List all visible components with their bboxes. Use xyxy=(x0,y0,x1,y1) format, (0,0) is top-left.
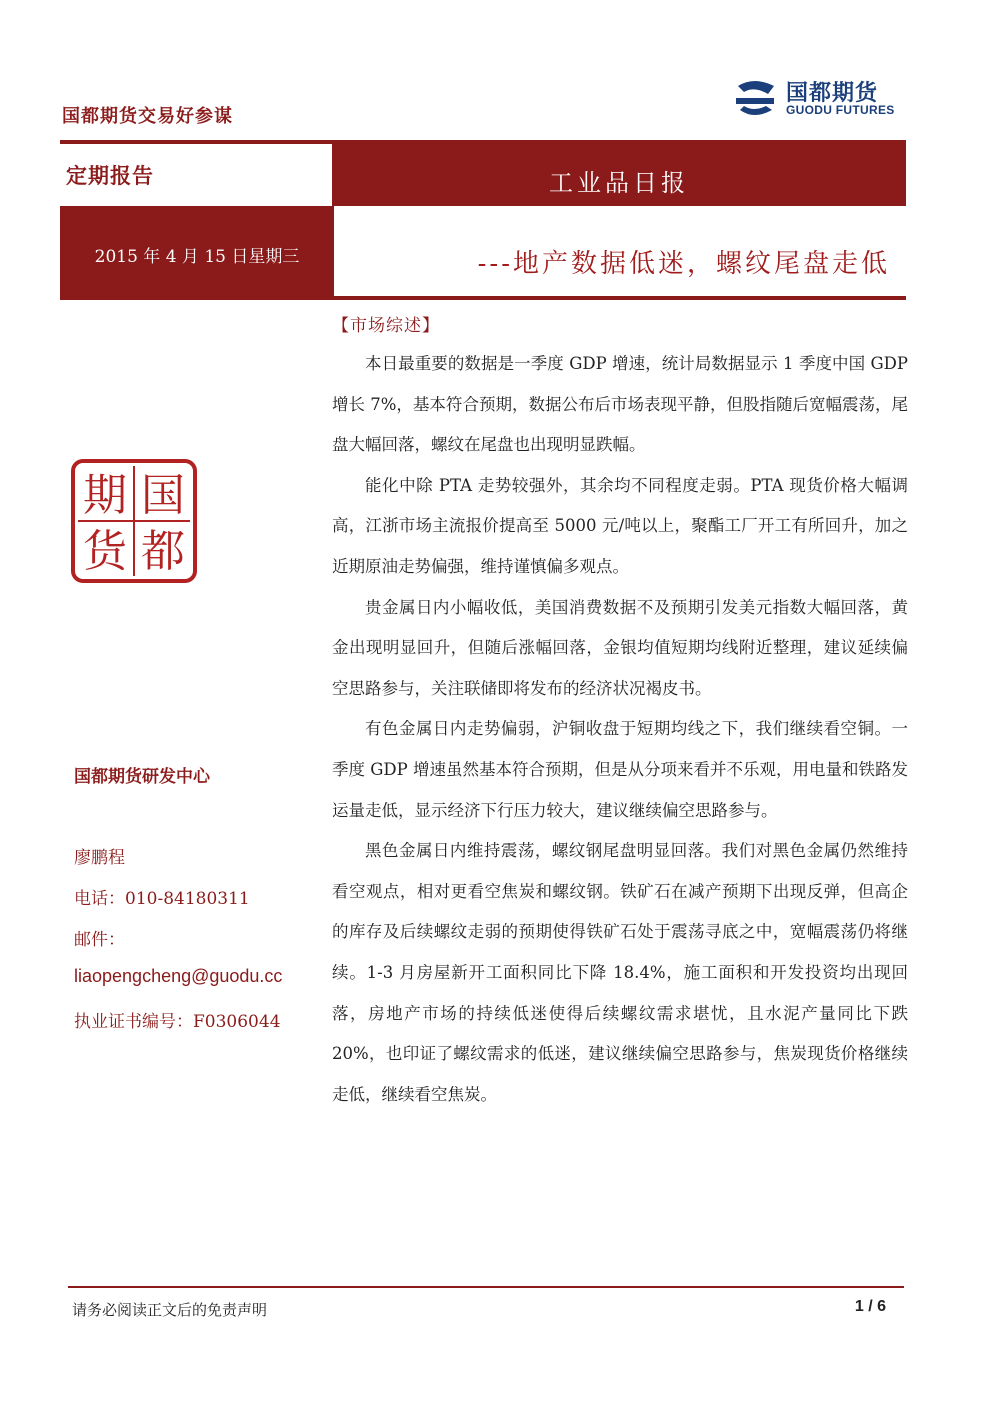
analyst-phone: 电话：010-84180311 xyxy=(74,889,250,909)
report-title: 工业品日报 xyxy=(549,169,689,197)
paragraph: 能化中除 PTA 走势较强外，其余均不同程度走弱。PTA 现货价格大幅调高，江浙市场主流报价提高至 5000 元/吨以上，聚酯工厂开工有所回升，加之近期原油走势偏强，维持谨慎偏多观点。 xyxy=(332,475,908,576)
footer-disclaimer: 请务必阅读正文后的免责声明 xyxy=(72,1301,268,1319)
svg-text:货: 货 xyxy=(83,526,127,577)
research-center: 国都期货研发中心 xyxy=(74,767,210,787)
report-date: 2015 年 4 月 15 日星期三 xyxy=(94,247,300,267)
paragraph: 黑色金属日内维持震荡，螺纹钢尾盘明显回落。我们对黑色金属仍然维持看空观点，相对更看空焦炭和螺纹钢。铁矿石在减产预期下出现反弹，但高企的库存及后续螺纹走弱的预期使得铁矿石处于震荡寻底之中，宽幅震荡仍将继续。1-3 月房屋新开工面积同比下降 18.4%，施工面积和开发投资均出现回落，房地产市场的持续低迷使得后续螺纹需求堪忧，且水泥产量同比下跌 20%，也印证了螺纹需求的低迷，建议继续偏空思路参与，焦炭现货价格继续走低，继续看空焦炭。 xyxy=(332,841,908,1104)
svg-text:期: 期 xyxy=(83,470,127,521)
email-label: 邮件： xyxy=(74,930,125,950)
page-number: 1 / 6 xyxy=(854,1298,886,1315)
analyst-email[interactable]: liaopengcheng@guodu.cc xyxy=(74,966,283,986)
logo-chinese-name: 国都期货 xyxy=(786,81,879,106)
svg-text:都: 都 xyxy=(141,526,185,577)
slogan: 国都期货交易好参谋 xyxy=(62,106,233,127)
report-body xyxy=(332,344,908,1115)
report-headline: ---地产数据低迷，螺纹尾盘走低 xyxy=(477,249,890,279)
paragraph: 有色金属日内走势偏弱，沪铜收盘于短期均线之下，我们继续看空铜。一季度 GDP 增速虽然基本符合预期，但是从分项来看并不乐观，用电量和铁路发运量走低，显示经济下行压力较大，建议继续偏空思路参与。 xyxy=(332,719,909,820)
paragraph: 本日最重要的数据是一季度 GDP 增速，统计局数据显示 1 季度中国 GDP 增长 7%，基本符合预期，数据公布后市场表现平静，但股指随后宽幅震荡，尾盘大幅回落，螺纹在尾盘也出现明显跌幅。 xyxy=(332,354,908,455)
band-bottom-rule xyxy=(60,296,906,300)
svg-text:国: 国 xyxy=(141,470,185,521)
section-title: 【市场综述】 xyxy=(332,316,440,336)
footer-rule xyxy=(68,1286,904,1288)
analyst-name: 廖鹏程 xyxy=(74,848,125,868)
report-type: 定期报告 xyxy=(66,164,154,188)
certificate-number: 执业证书编号：F0306044 xyxy=(74,1012,281,1032)
logo-english-name: GUODU FUTURES xyxy=(786,103,895,117)
company-seal-icon xyxy=(70,458,198,584)
paragraph: 贵金属日内小幅收低，美国消费数据不及预期引发美元指数大幅回落，黄金出现明显回升，但随后涨幅回落，金银均值短期均线附近整理，建议延续偏空思路参与，关注联储即将发布的经济状况褐皮书。 xyxy=(332,597,908,698)
